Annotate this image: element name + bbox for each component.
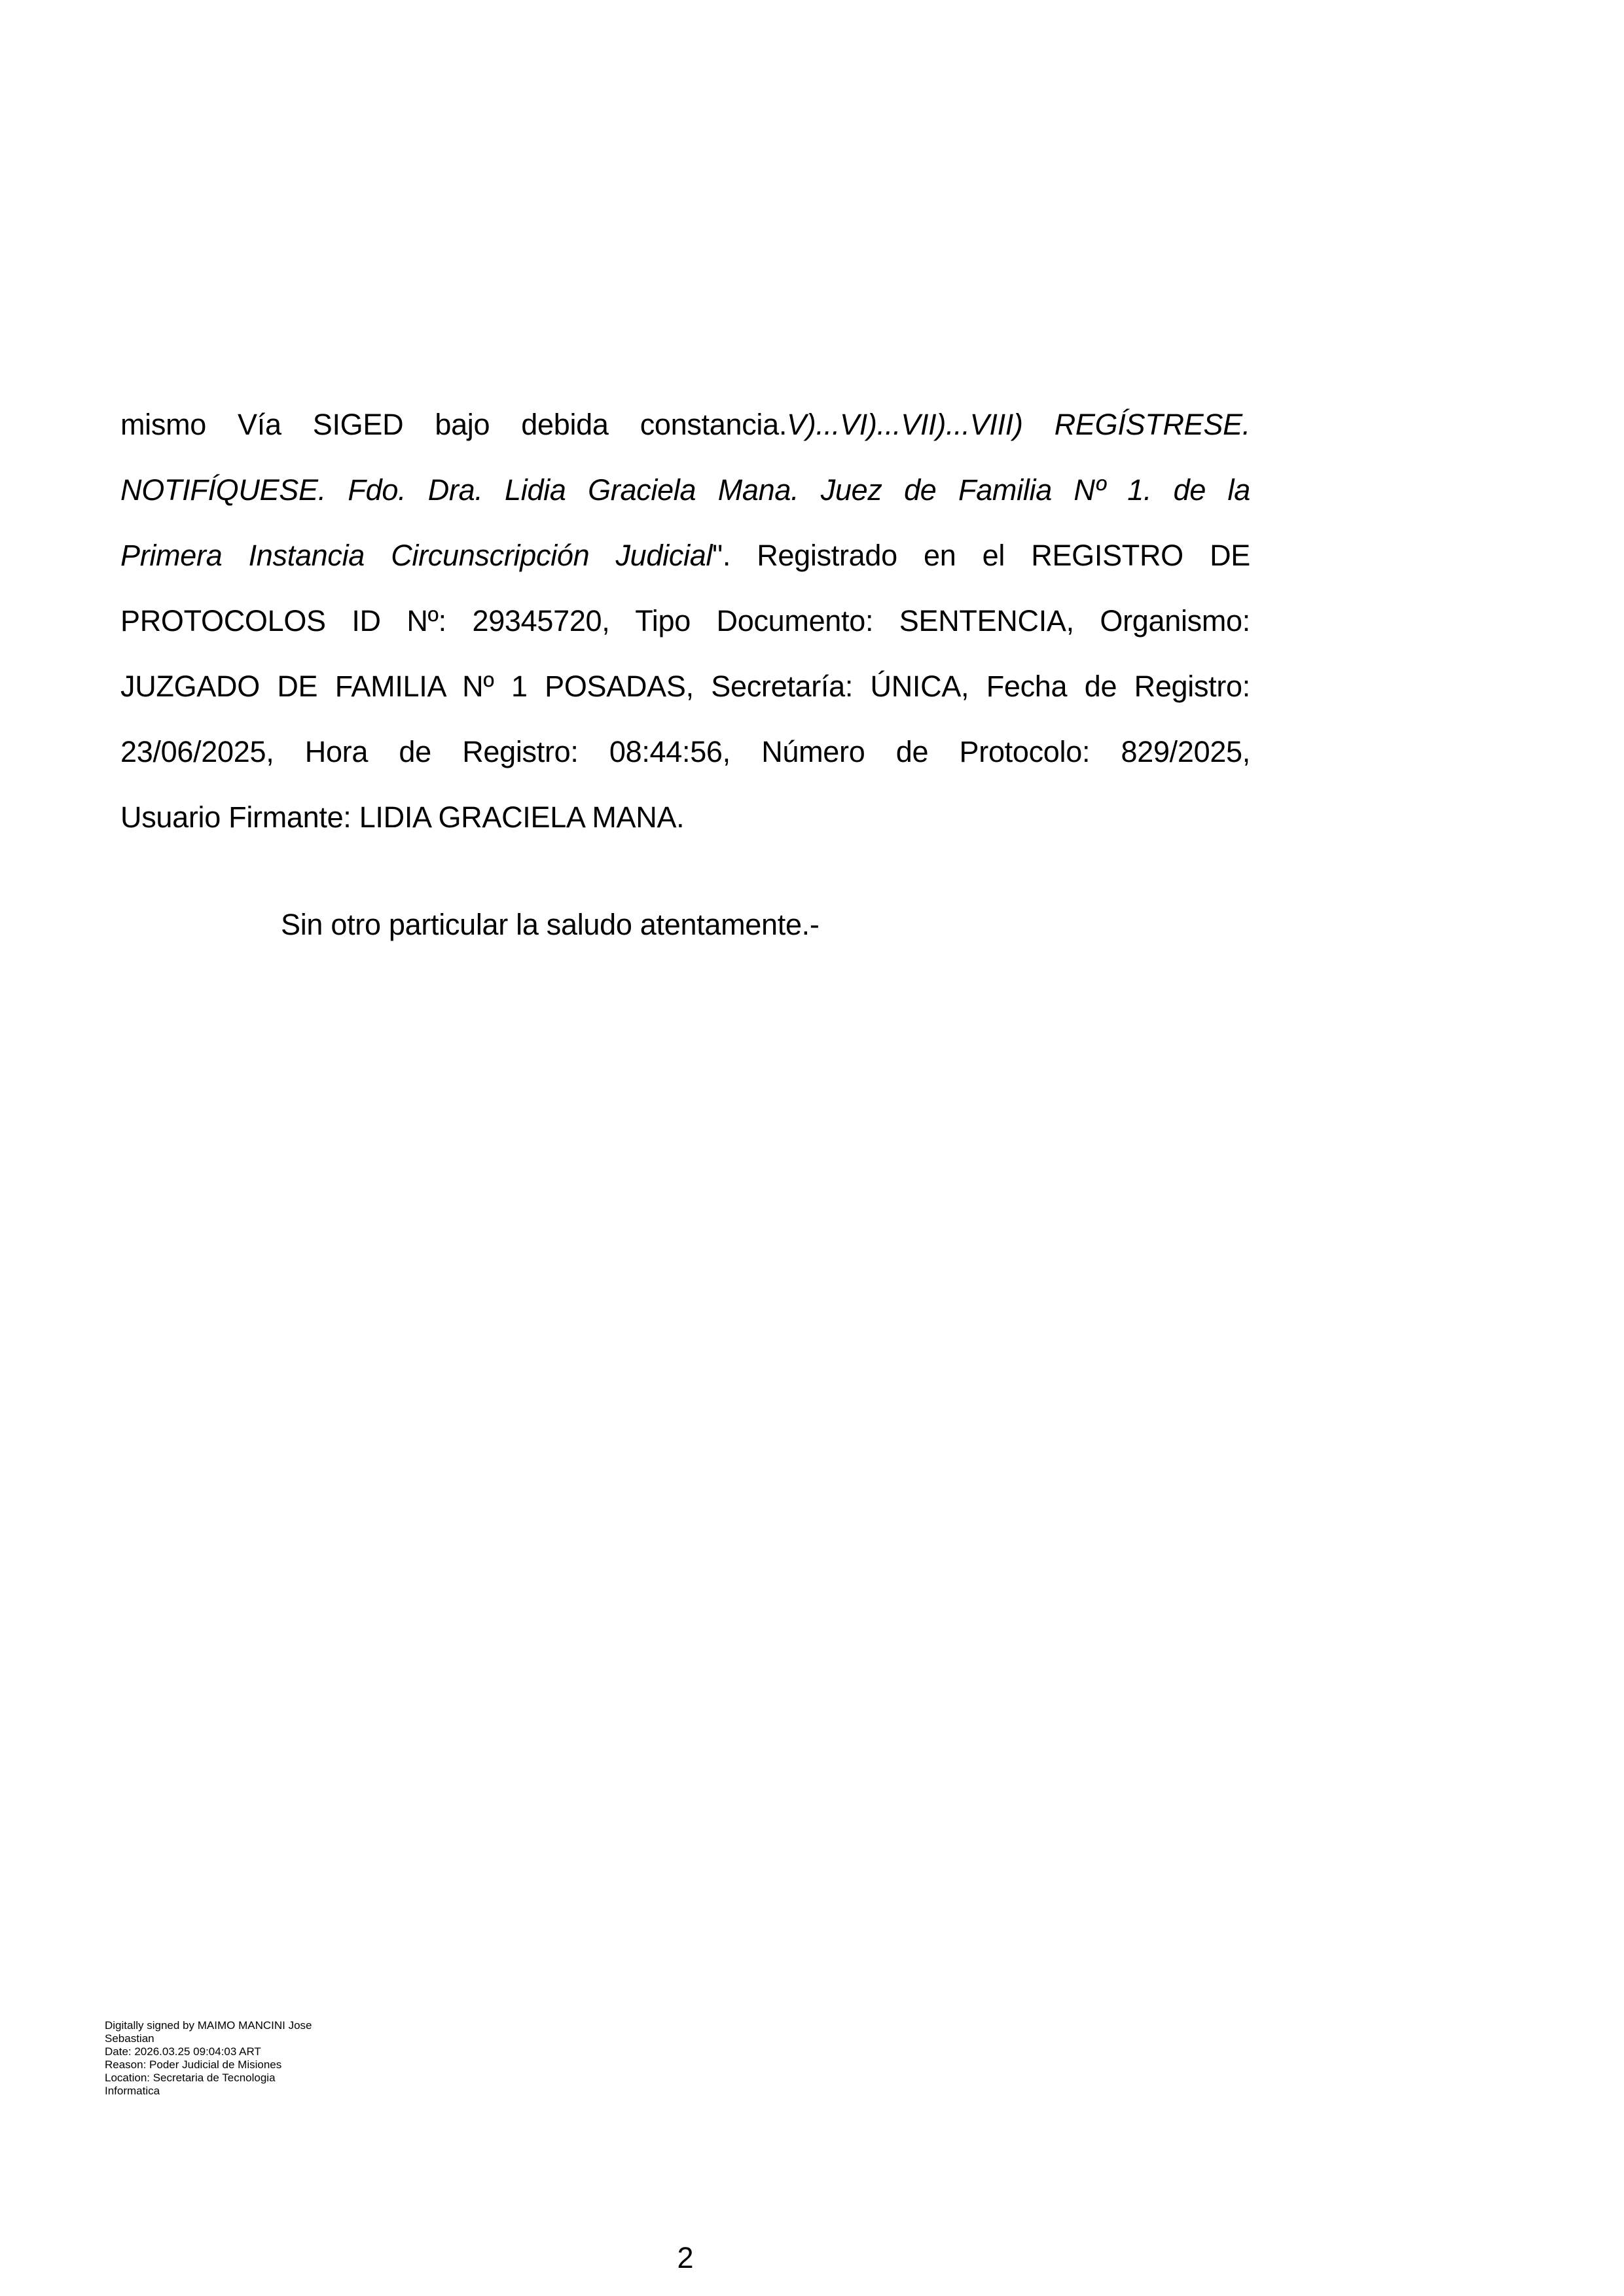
paragraph-line — [120, 392, 1250, 457]
paragraph-line — [120, 719, 1250, 785]
text-run: Usuario Firmante: LIDIA GRACIELA MANA. — [120, 800, 685, 834]
signature-line: Informatica — [105, 2085, 160, 2097]
text-run: mismo Vía SIGED bajo debida constancia. — [120, 408, 787, 441]
text-run: JUZGADO DE FAMILIA Nº 1 POSADAS, Secretaría: ÚNICA, Fecha de Registro: — [120, 670, 1250, 703]
signature-line: Date: 2026.03.25 09:04:03 ART — [105, 2045, 261, 2058]
signature-line: Location: Secretaria de Tecnologia — [105, 2072, 276, 2084]
text-run: ". Registrado en el REGISTRO DE — [712, 539, 1250, 572]
text-run-italic: V)...VI)...VII)...VIII) REGÍSTRESE. — [787, 408, 1250, 441]
signature-line: Reason: Poder Judicial de Misiones — [105, 2058, 282, 2071]
paragraph-line — [120, 588, 1250, 654]
page-number: 2 — [677, 2241, 694, 2274]
signature-line: Sebastian — [105, 2032, 154, 2045]
paragraph-line — [120, 457, 1250, 523]
paragraph-line — [120, 654, 1250, 719]
closing-line: Sin otro particular la saludo atentamente.- — [281, 908, 820, 941]
text-run-italic: Primera Instancia Circunscripción Judicial — [120, 539, 713, 572]
body-paragraph — [120, 392, 1250, 850]
text-run: 23/06/2025, Hora de Registro: 08:44:56, Número de Protocolo: 829/2025, — [120, 735, 1250, 768]
paragraph-line — [120, 785, 1250, 850]
paragraph-line — [120, 523, 1250, 588]
text-run-italic: NOTIFÍQUESE. Fdo. Dra. Lidia Graciela Mana. Juez de Familia Nº 1. de la — [120, 473, 1250, 507]
signature-line: Digitally signed by MAIMO MANCINI Jose — [105, 2019, 312, 2032]
digital-signature-block — [105, 2019, 312, 2098]
text-run: PROTOCOLOS ID Nº: 29345720, Tipo Documento: SENTENCIA, Organismo: — [120, 604, 1250, 637]
